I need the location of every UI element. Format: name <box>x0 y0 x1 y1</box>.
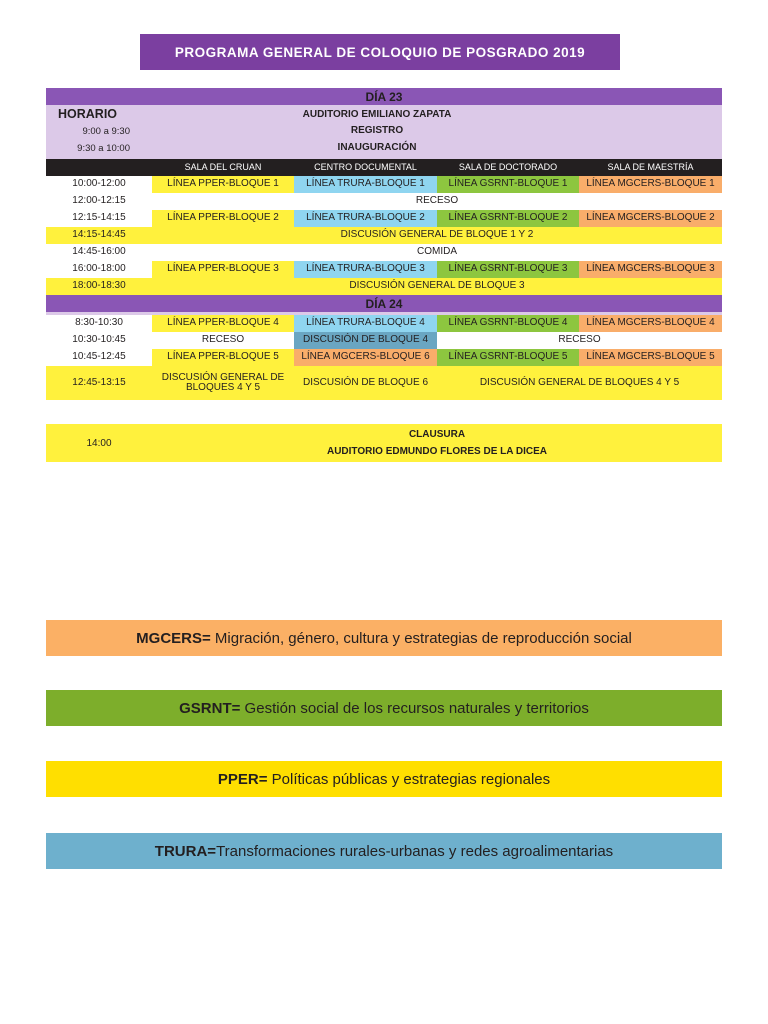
schedule-row <box>46 227 722 244</box>
session-cell: LÍNEA PPER-BLOQUE 2 <box>152 210 294 227</box>
legend-abbr: PPER= <box>217 770 268 788</box>
inauguracion-label: INAUGURACIÓN <box>337 142 417 153</box>
schedule-row <box>46 278 722 295</box>
legend-trura <box>46 833 722 869</box>
span-cell: DISCUSIÓN GENERAL DE BLOQUE 1 Y 2 <box>152 227 722 244</box>
closing-title: CLAUSURA <box>408 429 466 440</box>
session-cell: LÍNEA GSRNT-BLOQUE 5 <box>437 349 579 366</box>
horario-label: HORARIO <box>58 107 118 121</box>
session-cell: LÍNEA MGCERS-BLOQUE 3 <box>579 261 722 278</box>
session-cell: LÍNEA GSRNT-BLOQUE 1 <box>437 176 579 193</box>
session-cell: RECESO <box>437 332 722 349</box>
time-cell: 12:45-13:15 <box>46 366 152 400</box>
page-title: PROGRAMA GENERAL DE COLOQUIO DE POSGRADO 2019 <box>140 34 620 70</box>
session-cell: LÍNEA PPER-BLOQUE 1 <box>152 176 294 193</box>
schedule-table <box>46 88 722 400</box>
time-cell: 16:00-18:00 <box>46 261 152 278</box>
session-cell: LÍNEA GSRNT-BLOQUE 4 <box>437 315 579 332</box>
room-header: SALA DE MAESTRÍA <box>607 161 694 172</box>
schedule-row <box>46 193 722 210</box>
legend-text: Gestión social de los recursos naturales y territorios <box>240 699 589 717</box>
legend-abbr: MGCERS= <box>136 629 211 647</box>
schedule-row <box>46 210 722 227</box>
registro-label: REGISTRO <box>350 125 404 136</box>
legend-text: Migración, género, cultura y estrategias de reproducción social <box>210 629 632 647</box>
closing-time: 14:00 <box>86 437 112 449</box>
session-cell: LÍNEA TRURA-BLOQUE 3 <box>294 261 437 278</box>
session-cell: DISCUSIÓN DE BLOQUE 6 <box>294 366 437 400</box>
closing-content <box>152 424 722 462</box>
session-cell: LÍNEA PPER-BLOQUE 4 <box>152 315 294 332</box>
time-cell: 10:45-12:45 <box>46 349 152 366</box>
rooms-header-spacer <box>46 159 152 176</box>
schedule-row <box>46 176 722 193</box>
session-cell: LÍNEA MGCERS-BLOQUE 5 <box>579 349 722 366</box>
session-cell: LÍNEA GSRNT-BLOQUE 2 <box>437 210 579 227</box>
session-cell: DISCUSIÓN GENERAL DE BLOQUES 4 Y 5 <box>437 366 722 400</box>
session-cell: LÍNEA MGCERS-BLOQUE 1 <box>579 176 722 193</box>
session-cell: LÍNEA GSRNT-BLOQUE 3 <box>437 261 579 278</box>
time-cell: 12:00-12:15 <box>46 193 152 210</box>
session-cell: LÍNEA TRURA-BLOQUE 1 <box>294 176 437 193</box>
session-cell: LÍNEA TRURA-BLOQUE 4 <box>294 315 437 332</box>
session-cell: DISCUSIÓN DE BLOQUE 4 <box>294 332 437 349</box>
session-cell: LÍNEA PPER-BLOQUE 5 <box>152 349 294 366</box>
span-cell: COMIDA <box>152 244 722 261</box>
day-23-header: DÍA 23 <box>46 88 722 105</box>
legend-mgcers <box>46 620 722 656</box>
session-cell: LÍNEA MGCERS-BLOQUE 4 <box>579 315 722 332</box>
session-cell: RECESO <box>152 332 294 349</box>
legend-pper <box>46 761 722 797</box>
session-cell: LÍNEA PPER-BLOQUE 3 <box>152 261 294 278</box>
day-24-header: DÍA 24 <box>46 295 722 312</box>
legend-text: Transformaciones rurales-urbanas y redes agroalimentarias <box>216 842 614 860</box>
room-header: SALA DEL CRUAN <box>184 161 262 172</box>
time-cell: 14:45-16:00 <box>46 244 152 261</box>
opening-venue: AUDITORIO EMILIANO ZAPATA <box>302 109 452 120</box>
opening-block <box>46 105 722 159</box>
inauguracion-time: 9:30 a 10:00 <box>77 143 130 154</box>
room-header: CENTRO DOCUMENTAL <box>314 161 417 172</box>
schedule-row <box>46 261 722 278</box>
time-cell: 14:15-14:45 <box>46 227 152 244</box>
legend-abbr: TRURA= <box>154 842 217 860</box>
legend-abbr: GSRNT= <box>179 699 241 717</box>
closing-venue: AUDITORIO EDMUNDO FLORES DE LA DICEA <box>326 446 547 457</box>
time-cell: 18:00-18:30 <box>46 278 152 295</box>
session-cell: LÍNEA MGCERS-BLOQUE 6 <box>294 349 437 366</box>
schedule-row <box>46 315 722 332</box>
legend-gsrnt <box>46 690 722 726</box>
time-cell: 8:30-10:30 <box>46 315 152 332</box>
session-cell: LÍNEA TRURA-BLOQUE 2 <box>294 210 437 227</box>
span-cell: DISCUSIÓN GENERAL DE BLOQUE 3 <box>152 278 722 295</box>
legend-text: Políticas públicas y estrategias regionales <box>267 770 551 788</box>
session-cell: DISCUSIÓN GENERAL DE BLOQUES 4 Y 5 <box>152 366 294 400</box>
room-header: SALA DE DOCTORADO <box>458 161 558 172</box>
session-cell: LÍNEA MGCERS-BLOQUE 2 <box>579 210 722 227</box>
time-cell: 10:00-12:00 <box>46 176 152 193</box>
registro-time: 9:00 a 9:30 <box>82 126 130 137</box>
time-cell: 10:30-10:45 <box>46 332 152 349</box>
time-cell: 12:15-14:15 <box>46 210 152 227</box>
schedule-row <box>46 349 722 366</box>
rooms-header-row <box>46 159 722 176</box>
schedule-row <box>46 366 722 400</box>
span-cell: RECESO <box>152 193 722 210</box>
schedule-row <box>46 244 722 261</box>
schedule-row <box>46 332 722 349</box>
closing-block <box>46 424 722 462</box>
